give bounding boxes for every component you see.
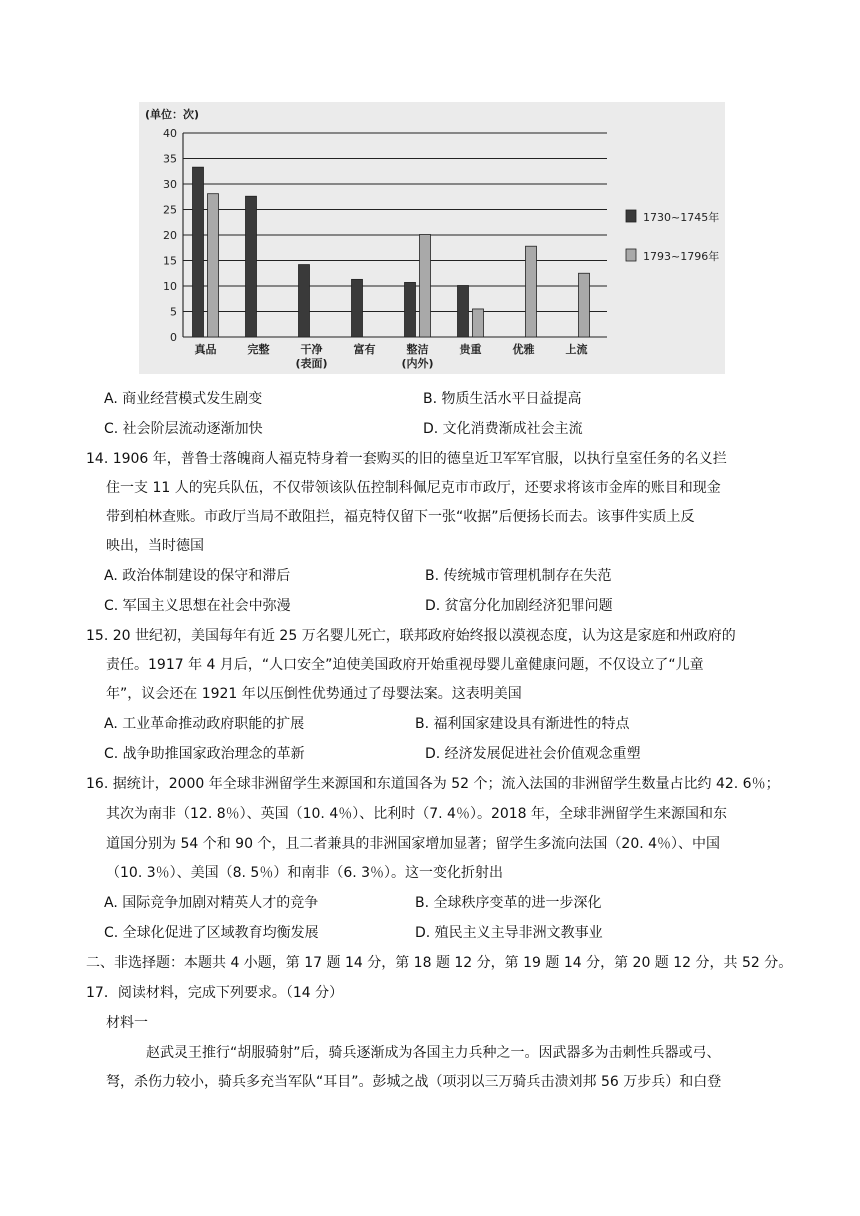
q13-option-b: B. 物质生活水平日益提高: [423, 391, 582, 407]
bar-1: [246, 196, 257, 337]
q16-line-3: 道国分别为 54 个和 90 个，且二者兼具的非洲国家增加显著；留学生多流向法国（20. 4％）、中国: [106, 836, 721, 852]
y-tick-label: 10: [163, 280, 177, 293]
y-tick-label: 15: [163, 254, 177, 268]
q14-option-a: A. 政治体制建设的保守和滞后: [104, 568, 291, 584]
q13-option-c: C. 社会阶层流动逐渐加快: [104, 421, 263, 437]
x-tick-label: 上流: [565, 343, 588, 356]
q17-material-label: 材料一: [106, 1015, 148, 1031]
q16-line-2: 其次为南非（12. 8％）、英国（10. 4％）、比利时（7. 4％）。2018 年，全球非洲留学生来源国和东: [106, 806, 728, 822]
legend-label: 1730~1745年: [643, 211, 720, 224]
bar-2: [473, 309, 484, 337]
bar-1: [193, 167, 204, 337]
y-tick-label: 0: [170, 331, 177, 344]
q16-line-1: 16. 据统计，2000 年全球非洲留学生来源国和东道国各为 52 个；流入法国的非洲留学生数量占比约 42. 6％；: [86, 776, 780, 792]
q15-option-a: A. 工业革命推动政府职能的扩展: [104, 716, 305, 732]
q16-option-a: A. 国际竞争加剧对精英人才的竞争: [104, 895, 319, 911]
y-tick-label: 30: [163, 178, 177, 191]
q15-line-3: 年”，议会还在 1921 年以压倒性优势通过了母婴法案。这表明美国: [106, 686, 522, 702]
q15-option-c: C. 战争助推国家政治理念的革新: [104, 746, 305, 762]
bar-1: [405, 282, 416, 337]
q14-line-4: 映出，当时德国: [106, 538, 204, 554]
q14-option-c: C. 军国主义思想在社会中弥漫: [104, 598, 291, 614]
q15-line-2: 责任。1917 年 4 月后，“人口安全”迫使美国政府开始重视母婴儿童健康问题，不仅设立了“儿童: [106, 657, 704, 673]
q13-option-a: A. 商业经营模式发生剧变: [104, 391, 263, 407]
x-tick-label: (内外): [401, 357, 434, 370]
q16-line-4: （10. 3％）、美国（8. 5％）和南非（6. 3％）。这一变化折射出: [106, 865, 504, 881]
x-tick-label: 富有: [353, 343, 376, 356]
legend-swatch: [626, 210, 636, 222]
x-tick-label: (表面): [295, 357, 328, 370]
q17-line-1: 赵武灵王推行“胡服骑射”后，骑兵逐渐成为各国主力兵种之一。因武器多为击刺性兵器或弓、: [146, 1045, 721, 1061]
x-tick-label: 真品: [194, 343, 217, 356]
q14-option-d: D. 贫富分化加剧经济犯罪问题: [425, 598, 613, 614]
bar-1: [352, 279, 363, 337]
q15-line-1: 15. 20 世纪初，美国每年有近 25 万名婴儿死亡，联邦政府始终报以漠视态度，认为这是家庭和州政府的: [86, 628, 736, 644]
bar-1: [458, 285, 469, 337]
bar-2: [420, 234, 431, 337]
x-tick-label: 优雅: [512, 343, 535, 356]
y-tick-label: 5: [170, 305, 177, 319]
chart-svg: [139, 102, 725, 374]
section-2-heading: 二、非选择题：本题共 4 小题，第 17 题 14 分，第 18 题 12 分，第 19 题 14 分，第 20 题 12 分，共 52 分。: [86, 955, 793, 971]
q17-line-2: 弩，杀伤力较小，骑兵多充当军队“耳目”。彭城之战（项羽以三万骑兵击溃刘邦 56 万步兵）和白登: [106, 1074, 722, 1090]
bar-2: [579, 273, 590, 337]
x-tick-label: 完整: [247, 343, 270, 356]
legend-label: 1793~1796年: [643, 250, 720, 263]
x-tick-label: 整洁: [406, 343, 429, 356]
q16-option-c: C. 全球化促进了区域教育均衡发展: [104, 925, 319, 941]
bar-1: [299, 265, 310, 337]
y-tick-label: 20: [163, 229, 177, 242]
bar-2: [526, 246, 537, 337]
q14-line-3: 带到柏林查账。市政厅当局不敢阻拦，福克特仅留下一张“收据”后便扬长而去。该事件实质上反: [106, 509, 695, 525]
q14-line-1: 14. 1906 年，普鲁士落魄商人福克特身着一套购买的旧的德皇近卫军军官服，以执行皇室任务的名义拦: [86, 451, 727, 467]
q14-line-2: 住一支 11 人的宪兵队伍，不仅带领该队伍控制科佩尼克市市政厅，还要求将该市金库的账目和现金: [106, 480, 721, 496]
q14-option-b: B. 传统城市管理机制存在失范: [425, 568, 612, 584]
bar-chart: [139, 102, 725, 374]
q17-title: 17．阅读材料，完成下列要求。（14 分）: [86, 985, 344, 1001]
q16-option-d: D. 殖民主义主导非洲文教事业: [415, 925, 603, 941]
x-tick-label: 贵重: [459, 343, 482, 356]
bar-2: [208, 194, 219, 337]
q15-option-b: B. 福利国家建设具有渐进性的特点: [415, 716, 630, 732]
unit-label: (单位：次): [145, 108, 200, 121]
y-tick-label: 35: [163, 152, 177, 166]
y-tick-label: 40: [163, 127, 177, 140]
y-tick-label: 25: [163, 203, 177, 217]
x-tick-label: 干净: [300, 343, 323, 356]
q13-option-d: D. 文化消费渐成社会主流: [423, 421, 583, 437]
legend-swatch: [626, 249, 636, 261]
q16-option-b: B. 全球秩序变革的进一步深化: [415, 895, 602, 911]
q15-option-d: D. 经济发展促进社会价值观念重塑: [425, 746, 641, 762]
